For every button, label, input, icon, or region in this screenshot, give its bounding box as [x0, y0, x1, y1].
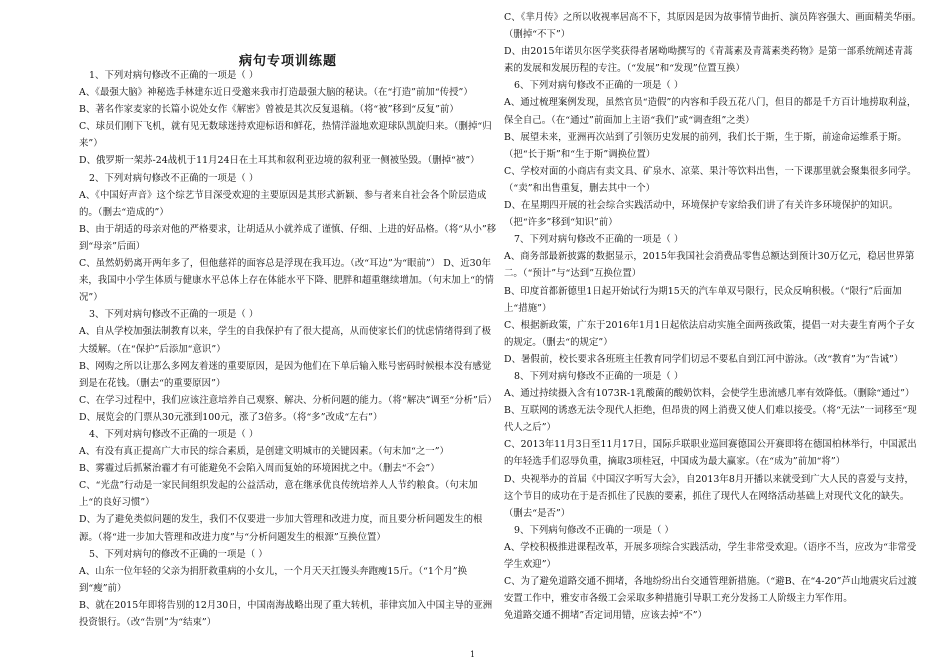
text-line: D、由2015年诺贝尔医学奖获得者屠呦呦撰写的《青蒿素及青蒿素类药物》是第一部系统阐述青蒿素的发展和发展历程的专注。（“发展”和“发现”位置互换）	[504, 46, 913, 75]
text-line: A、通过持续摄入含有1073R-1乳酸菌的酸奶饮料，会使学生患流感几率有效降低。（删除“通过”）	[504, 388, 915, 400]
page-number: 1	[470, 650, 476, 659]
text-line: 4、下列对病句修改不正确的一项是（ ）	[89, 428, 259, 440]
left-column	[79, 47, 497, 631]
text-line: 9、下列病句修改不正确的一项是（ ）	[514, 524, 674, 536]
text-line: 3、下列对病句修改不正确的一项是（ ）	[89, 309, 259, 321]
text-line: A、《中国好声音》这个综艺节目深受欢迎的主要原因是其形式新颖、参与者来自社会各个阶层造成的。（删去“造成的”）	[79, 189, 487, 218]
right-column	[504, 9, 922, 624]
text-line: A、自从学校加强法制教育以来，学生的自我保护有了很大提高，从而使家长们的忧虑情绪得到了极大缓解。（在“保护”后添加“意识”）	[79, 326, 492, 355]
text-line: C、学校对面的小商店有卖文具、矿泉水、凉菜、果汁等饮料出售，一下课那里就会聚集很多同学。（“卖”和出售重复，删去其中一个）	[504, 165, 917, 194]
text-line: A、有没有真正提高广大市民的综合素质，是创建文明城市的关键因素。（句末加“之一”）	[79, 446, 449, 458]
text-line: D、在星期四开展的社会综合实践活动中，环境保护专家给我们讲了有关许多环境保护的知识。（把“许多”移到“知识”前）	[504, 200, 898, 229]
title-spacer	[79, 47, 497, 67]
text-line: C、在学习过程中，我们应该注意培养自己观察、解决、分析问题的能力。（将“解决”调至“分析”后）	[79, 394, 497, 406]
text-line: D、央视举办的首届《中国汉字听写大会》，自2013年8月开播以来就受到广大人民的喜爱与支持，这个节目的成功在于是否抓住了民族的要素，抓住了现代人在网络活动基础上对现代文化的缺失。（删去“是否”）	[504, 473, 914, 519]
text-line: A、山东一位年轻的父亲为捐肝救重病的小女儿，一个月天天扛馒头奔跑瘦15斤。（“1个月”换到“瘦”前）	[79, 565, 468, 594]
text-line: 1、下列对病句修改不正确的一项是（ ）	[89, 70, 259, 81]
text-line: C、根据新政策，广东于2016年1月1日起依法启动实施全面两孩政策，提倡一对夫妻生育两个子女的规定。（删去“的规定”）	[504, 319, 915, 348]
text-line: B、就在2015年即将告别的12月30日，中国南海战略出现了重大转机，菲律宾加入中国主导的亚洲投资银行。（改“告别”为“结束”）	[79, 599, 493, 628]
text-line: B、由于胡适的母亲对他的严格要求，让胡适从小就养成了谨慎、仔细、上进的好品格。（将“从小”移到“母亲”后面）	[79, 223, 497, 252]
text-line: 7、下列对病句修改不正确的一项是（ ）	[514, 234, 684, 246]
text-line: 5、下列对病句的修改不正确的一项是（ ）	[89, 548, 268, 560]
text-line: A、商务部最新披露的数据显示，2015年我国社会消费品零售总额达到预计30万亿元，稳居世界第二。（“预计”与“达到”互换位置）	[504, 251, 915, 280]
text-line: C、球员们刚下飞机，就有见无数球迷持欢迎标语和鲜花，热情洋溢地欢迎球队凯旋归来。（删掉“归来”）	[79, 121, 492, 150]
text-line: B、展望未来，亚洲再次站到了引领历史发展的前列，我们长于斯，生于斯，前途命运维系于斯。（把“长于斯”和“生于斯”调换位置）	[504, 131, 907, 160]
text-line: B、互联网的诱惑无法令现代人拒绝，但昂贵的网上消费又使人们难以接受。（将“无法”一词移至“现代人之后”）	[504, 405, 917, 434]
text-line: C、2013年11月3日至11月17日，国际乒联职业巡回赛德国公开赛即将在德国柏林举行，中国派出的年轻选手们忍辱负重，摘取3项桂冠，中国成为最大赢家。（在“成为”前加“将”）	[504, 439, 917, 468]
text-line: C、《芈月传》之所以收视率居高不下，其原因是因为故事情节曲折、演员阵容强大、画面精美华丽。（删掉“不下”）	[504, 12, 922, 41]
text-line: D、为了避免类似问题的发生，我们不仅要进一步加大管理和改进力度，而且要分析问题发生的根源。（将“进一步加大管理和改进力度”与“分析问题发生的根源”互换位置）	[79, 514, 483, 543]
text-line: B、网购之所以让那么多网友着迷的重要原因，是因为他们在下单后输入账号密码时候根本没有感觉到是在花钱。（删去“的重要原因”）	[79, 360, 492, 389]
text-line: 8、下列对病句修改不正确的一项是（ ）	[514, 370, 684, 382]
text-line: A、通过梳理案例发现，虽然官员“造假”的内容和手段五花八门，但目的都是千方百计地捞取利益，保全自己。（在“通过”前面加上主语“我们”或“调查组”之类）	[504, 97, 917, 126]
text-line: D、展览会的门票从30元涨到100元，涨了3倍多。（将“多”改成“左右”）	[79, 411, 383, 423]
text-line: B、雾霾过后抓紧治霾才有可能避免不会陷入周而复始的环境困扰之中。（删去“不会”）	[79, 463, 440, 475]
text-line: C、为了避免道路交通不拥堵，各地纷纷出台交通管理新措施。（“避B、在“4-20”芦山地震灾后过渡安置工作中，雅安市各级工会采取多种措施引导职工充分发扬工人阶级主力军作用。	[504, 576, 917, 605]
text-line: A、《最强大脑》神秘选手林建东近日受邀来我市打造最强大脑的秘诀。（在“打造”前加“传授”）	[79, 87, 473, 99]
text-line: B、著名作家麦家的长篇小说处女作《解密》曾被是其次反复退稿。（将“被”移到“反复”前）	[79, 104, 459, 116]
text-line: B、印度首都新德里1日起开始试行为期15天的汽车单双号限行，民众反响积极。（“限行”后面加上“措施”）	[504, 285, 902, 314]
text-line: 免道路交通不拥堵”否定词用错，应该去掉“不”）	[504, 610, 708, 622]
text-line: 6、下列对病句修改不正确的一项是（ ）	[514, 80, 684, 92]
text-line: A、学校积极推进课程改革，开展多项综合实践活动，学生非常受欢迎。（语序不当，应改为“非常受学生欢迎”）	[504, 541, 917, 570]
text-line: C、虽然奶奶离开两年多了，但他慈祥的面容总是浮现在我耳边。（改“耳边”为“眼前”） D、近30年来，我国中小学生体质与健康水平总体上存在体能水平下降、肥胖和超重继续增加。（句末加上“的情况”）	[79, 258, 494, 304]
text-line: D、暑假前，校长要求各班班主任教育同学们切忌不要私自到江河中游泳。（改“教育”为“告诫”）	[504, 353, 904, 365]
document-title: 病句专项训练题	[238, 54, 337, 69]
text-line: 2、下列对病句修改不正确的一项是（ ）	[89, 172, 259, 184]
text-line: D、俄罗斯一架苏-24战机于11月24日在土耳其和叙利亚边境的叙利亚一侧被坠毁。（删掉“被”）	[79, 155, 480, 167]
text-line: C、“光盘”行动是一家民间组织发起的公益活动，意在继承优良传统培养人人节约粮食。（句末加上“的良好习惯”）	[79, 480, 478, 509]
